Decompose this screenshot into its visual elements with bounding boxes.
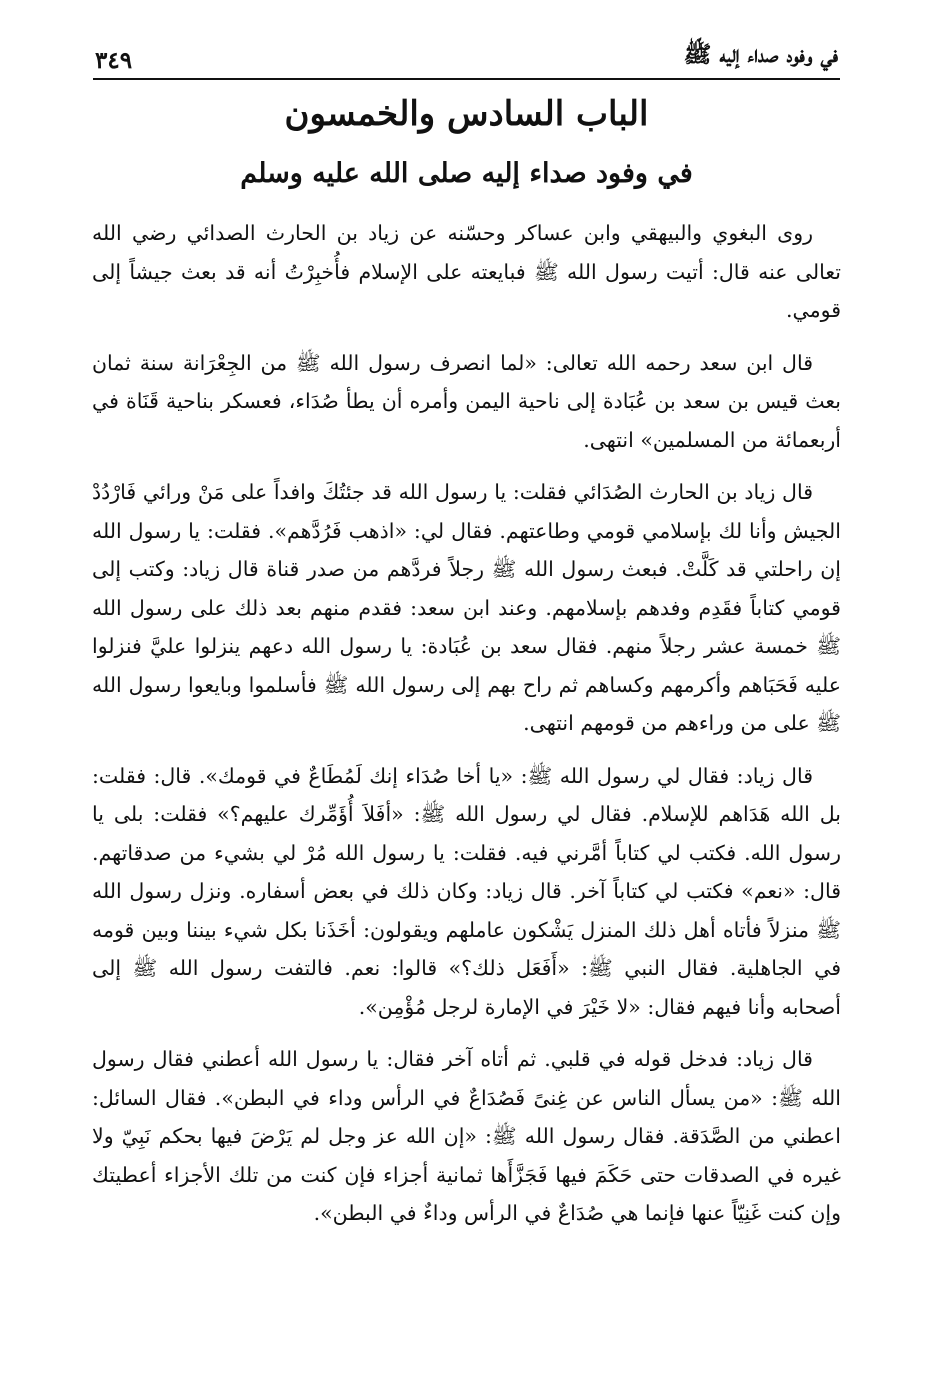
chapter-title: الباب السادس والخمسون: [284, 94, 649, 134]
page-number: ٣٤٩: [95, 47, 133, 74]
running-title: في وفود صداء إليه ﷺ: [683, 41, 838, 68]
paragraph: قال زياد بن الحارث الصُدَائي فقلت: يا رسول الله قد جئتُكَ وافداً على مَنْ ورائي فَارْدُدْ الجيش وأنا لك بإسلامي قومي وطاعتهم. فقال لي: «اذهب فَرُدَّهم». فقلت: يا رسول الله إن راحلتي قد كَلَّتْ. فبعث رسول الله ﷺ رجلاً فردَّهم من صدر قناة قال زياد: وكتب إلى قومي كتاباً فقَدِم وفدهم بإسلامهم. وعند ابن سعد: فقدم منهم بعد ذلك على رسول الله ﷺ خمسة عشر رجلاً منهم. فقال سعد بن عُبَادة: يا رسول الله دعهم ينزلوا عليَّ فنزلوا عليه فَحَبَاهم وأكرمهم وكساهم ثم راح بهم إلى رسول الله ﷺ فأسلموا وبايعوا رسول الله ﷺ على من وراءهم من قومهم انتهى.: [92, 480, 841, 735]
paragraph: قال زياد: فدخل قوله في قلبي. ثم أتاه آخر فقال: يا رسول الله أعطني فقال رسول الله ﷺ: «من يسأل الناس عن غِنىً فَصُدَاعٌ في الرأس وداء في البطن». فقال السائل: اعطني من الصَّدَقة. فقال رسول الله ﷺ: «إن الله عز وجل لم يَرْضَ فيها بحكم نَبِيّ ولا غيره في الصدقات حتى حَكَمَ فيها فَجَزَّأَها ثمانية أجزاء فإن كنت من تلك الأجزاء أعطيتك وإن كنت غَنِيّاً عنها فإنما هي صُدَاعٌ في الرأس وداءٌ في البطن».: [92, 1047, 841, 1225]
chapter-subtitle: في وفود صداء إليه صلى الله عليه وسلم: [240, 158, 693, 189]
paragraph: روى البغوي والبيهقي وابن عساكر وحسّنه عن زياد بن الحارث الصدائي رضي الله تعالى عنه قال: أتيت رسول الله ﷺ فبايعته على الإسلام فأُخبِرْتُ أنه قد بعث جيشاً إلى قومي.: [92, 221, 841, 322]
header-rule: [93, 78, 840, 80]
body-text: [92, 214, 841, 1247]
paragraph: قال زياد: فقال لي رسول الله ﷺ: «يا أخا صُدَاء إنك لَمُطَاعٌ في قومك». قال: فقلت: بل الله هَدَاهم للإسلام. فقال لي رسول الله ﷺ: «أفَلاَ أُؤَمِّرك عليهم؟» فقلت: بلى يا رسول الله. فكتب لي كتاباً أمَّرني فيه. فقلت: يا رسول الله مُرْ لي بشيء من صدقاتهم. قال: «نعم» فكتب لي كتاباً آخر. قال زياد: وكان ذلك في بعض أسفاره. ونزل رسول الله ﷺ منزلاً فأتاه أهل ذلك المنزل يَشْكون عاملهم ويقولون: أخَذَنا بكل شيء بيننا وبين قومه في الجاهلية. فقال النبي ﷺ: «أَفَعَل ذلك؟» قالوا: نعم. فالتفت رسول الله ﷺ إلى أصحابه وأنا فيهم فقال: «لا خَيْرَ في الإمارة لرجل مُؤْمِن».: [92, 763, 841, 1019]
running-header: [95, 38, 838, 74]
paragraph: قال ابن سعد رحمه الله تعالى: «لما انصرف رسول الله ﷺ من الجِعْرَانة سنة ثمان بعث قيس بن سعد بن عُبَادة إلى ناحية اليمن وأمره أن يطأ صُدَاء، فعسكر بناحية قَنَاة في أربعمائة من المسلمين» انتهى.: [92, 350, 841, 452]
